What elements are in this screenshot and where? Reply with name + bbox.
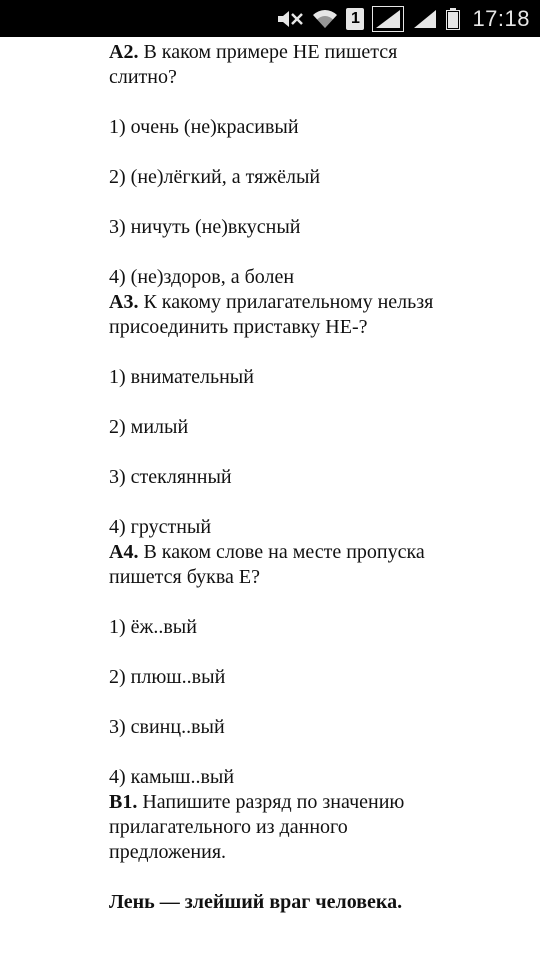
- option-item: 4) грустный: [109, 516, 212, 538]
- option-item: 1) ёж..вый: [109, 616, 197, 638]
- wifi-icon: [312, 7, 338, 31]
- question-text-line3: предложения.: [109, 841, 227, 863]
- question-number: А4.: [109, 541, 139, 563]
- option-item: 1) очень (не)красивый: [109, 116, 299, 138]
- question-number: В1.: [109, 791, 138, 813]
- sim-label: 1: [346, 8, 364, 30]
- clock: 17:18: [472, 5, 530, 31]
- battery-icon: [446, 7, 460, 31]
- question-a3: [109, 290, 529, 340]
- question-text-line1: Напишите разряд по значению: [137, 791, 405, 813]
- final-sentence: Лень — злейший враг человека.: [109, 891, 403, 913]
- signal-icon-2: [412, 7, 438, 31]
- question-text-line1: К какому прилагательному нельзя: [138, 291, 434, 313]
- question-a4: [109, 540, 529, 590]
- question-text-line1: В каком слове на месте пропуска: [138, 541, 425, 563]
- status-bar: [0, 0, 540, 37]
- option-item: 4) камыш..вый: [109, 766, 235, 788]
- question-text-line2: прилагательного из данного: [109, 816, 348, 838]
- option-item: 2) (не)лёгкий, а тяжёлый: [109, 166, 321, 188]
- question-text-line2: пишется буква Е?: [109, 566, 261, 588]
- option-item: 1) внимательный: [109, 366, 254, 388]
- question-number: А2.: [109, 41, 139, 63]
- question-text-line2: присоединить приставку НЕ-?: [109, 316, 368, 338]
- question-b1: [109, 790, 529, 865]
- option-item: 2) плюш..вый: [109, 666, 226, 688]
- mute-icon: [276, 7, 304, 31]
- sim-badge: [346, 7, 364, 31]
- option-item: 3) свинц..вый: [109, 716, 225, 738]
- option-item: 3) ничуть (не)вкусный: [109, 216, 301, 238]
- question-a2: [109, 40, 529, 90]
- option-item: 3) стеклянный: [109, 466, 232, 488]
- option-item: 2) милый: [109, 416, 189, 438]
- signal-icon: [372, 7, 404, 31]
- option-item: 4) (не)здоров, а болен: [109, 266, 295, 288]
- question-text-line1: В каком примере НЕ пишется: [138, 41, 398, 63]
- question-number: А3.: [109, 291, 139, 313]
- document-body: [109, 40, 529, 915]
- question-text-line2: слитно?: [109, 66, 177, 88]
